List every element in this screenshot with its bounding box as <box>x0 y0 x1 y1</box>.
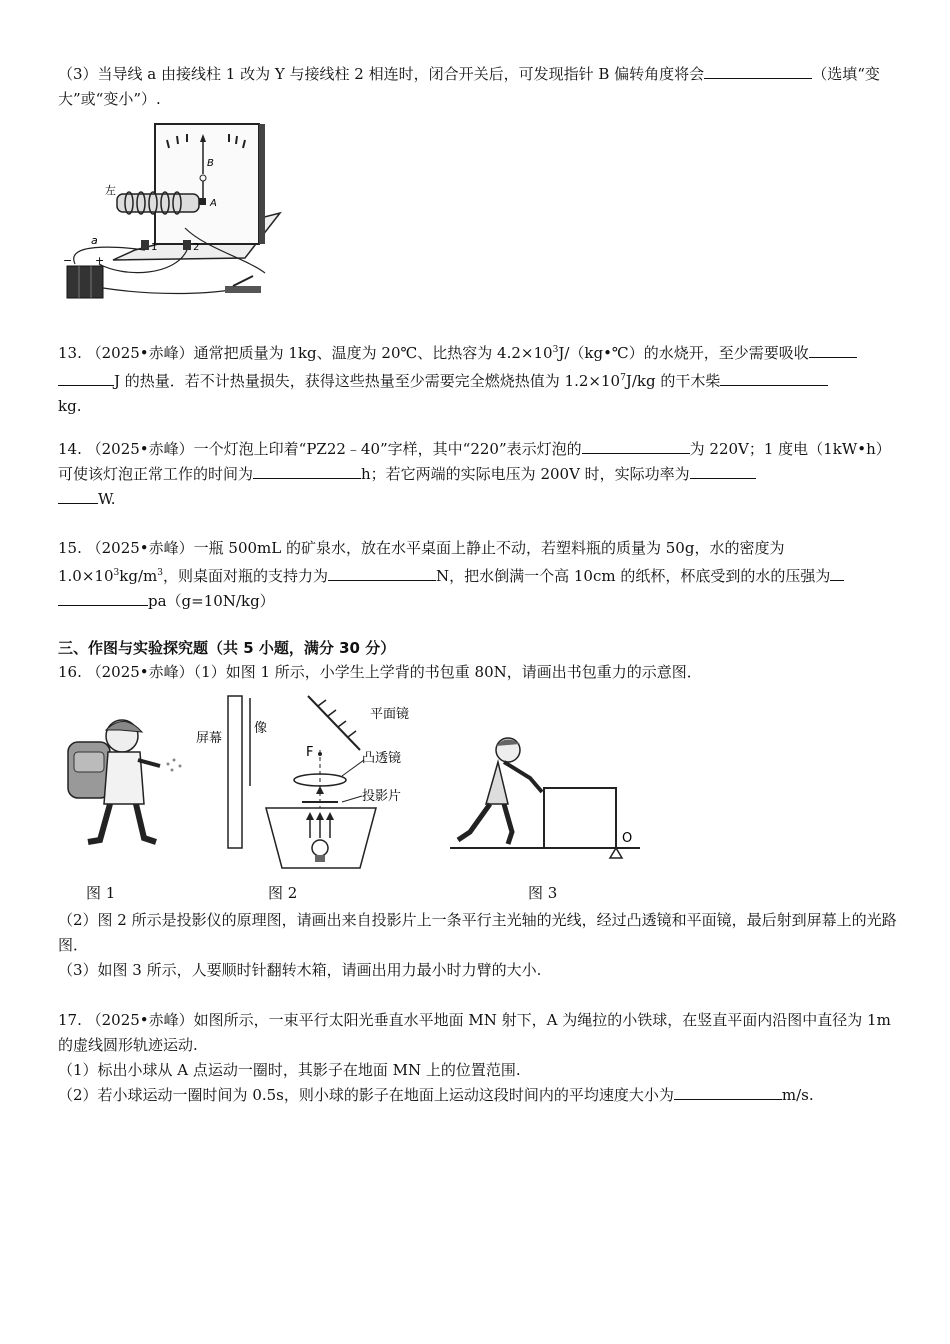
answer-blank[interactable] <box>253 462 361 479</box>
answer-blank[interactable] <box>58 487 98 504</box>
q17-part1: （1）标出小球从 A 点运动一圈时，其影子在地面 MN 上的位置范围. <box>58 1061 521 1079</box>
q16-part2: （2）图 2 所示是投影仪的原理图，请画出来自投影片上一条平行主光轴的光线，经过凸透镜和平面镜，最后射到屏幕上的光路图． <box>58 911 897 954</box>
answer-blank[interactable] <box>809 341 857 358</box>
terminal-2-label: 2 <box>193 242 200 253</box>
label-slide: 投影片 <box>362 789 402 804</box>
label-screen: 屏幕 <box>196 731 223 746</box>
label-mirror: 平面镜 <box>370 707 410 722</box>
q12-part3: （3）当导线 a 由接线柱 1 改为 Y 与接线柱 2 相连时，闭合开关后，可发现指针 B 偏转角度将会 （选填“变大”或“变小”）. <box>58 62 898 112</box>
answer-blank[interactable] <box>674 1083 782 1100</box>
label-pivot-o: O <box>622 831 633 846</box>
answer-blank[interactable] <box>58 589 148 606</box>
answer-blank[interactable] <box>582 437 690 454</box>
answer-blank[interactable] <box>704 62 812 79</box>
label-left: 左 <box>105 184 116 197</box>
figure-2-caption: 图 2 <box>268 884 298 902</box>
q16-part1: 16. （2025•赤峰）（1）如图 1 所示，小学生上学背的书包重 80N，请画出书包重力的示意图． <box>58 663 702 681</box>
label-b: B <box>207 158 214 169</box>
q13: 13. （2025•赤峰）通常把质量为 1kg、温度为 20℃、比热容为 $4.2\times 10^3J/(kg•℃)$的水烧开，至少需要吸收 J 的热量．若不计热量损失，获得这些热量至少需要完全燃烧热值为 $1.2\times 10^7J/kg$ 的干木柴 kg. <box>58 338 898 419</box>
figure-1-caption: 图 1 <box>86 884 116 902</box>
label-a-point: A <box>210 198 217 209</box>
label-focus: F <box>306 745 314 760</box>
q16-part3: （3）如图 3 所示，人要顺时针翻转木箱，请画出用力最小时力臂的大小. <box>58 961 542 979</box>
boy-pushing-box-figure <box>450 720 640 862</box>
label-lens: 凸透镜 <box>362 751 402 766</box>
terminal-1-label: 1 <box>151 242 158 253</box>
answer-blank[interactable] <box>720 369 828 386</box>
q14: 14. （2025•赤峰）一个灯泡上印着“PZ22﹣40”字样，其中“220”表示灯泡的 为 220V；1 度电（1kW•h）可使该灯泡正常工作的时间为 h；若它两端的实际电压为 200V 时，实际功率为 W. <box>58 437 898 512</box>
label-image: 像 <box>254 721 268 736</box>
wire-a-label: a <box>91 234 98 247</box>
svg-text:+: + <box>95 254 105 267</box>
answer-blank[interactable] <box>58 369 114 386</box>
q17-stem: 17. （2025•赤峰）如图所示，一束平行太阳光垂直水平地面 MN 射下，A 为绳拉的小铁球，在竖直平面内沿图中直径为 1m 的虚线圆形轨迹运动. <box>58 1011 891 1054</box>
electromagnet-meter-figure <box>55 118 295 304</box>
section-3-title: 三、作图与实验探究题（共 5 小题，满分 30 分） <box>58 639 396 657</box>
answer-blank[interactable] <box>690 462 756 479</box>
figure-3-caption: 图 3 <box>528 884 558 902</box>
projector-figure <box>190 690 430 870</box>
answer-blank[interactable] <box>328 564 436 581</box>
answer-blank[interactable] <box>830 564 844 581</box>
q15: 15. （2025•赤峰）一瓶 500mL 的矿泉水，放在水平桌面上静止不动，若塑料瓶的质量为 50g，水的密度为 $1.0\times 10^3kg/m^3$，则桌面对瓶的支持力为 N，把水倒满一个高 10cm 的纸杯，杯底受到的水的压强为 pa（g=10N/kg） <box>58 536 898 614</box>
student-backpack-figure <box>60 712 190 858</box>
q17-part2: （2）若小球运动一圈时间为 0.5s，则小球的影子在地面上运动这段时间内的平均速度大小为 m/s. <box>58 1083 898 1108</box>
svg-text:−: − <box>63 254 73 267</box>
